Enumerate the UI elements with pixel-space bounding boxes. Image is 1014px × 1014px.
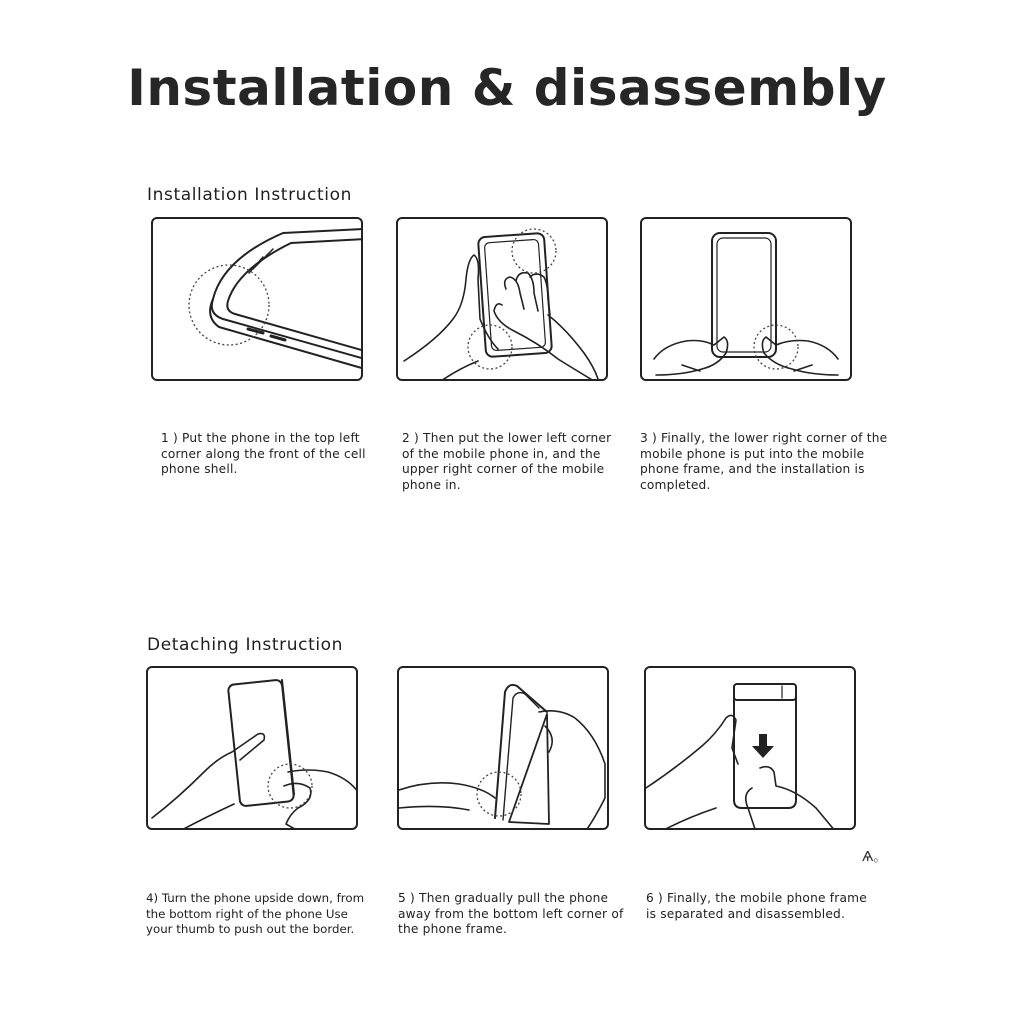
corner-mark: Ѧ。 xyxy=(862,850,887,865)
installation-step-1-caption: 1 ) Put the phone in the top left corner along the front of the cell phone shell. xyxy=(161,431,366,476)
detaching-heading: Detaching Instruction xyxy=(147,635,344,655)
page-title: Installation & disassembly xyxy=(127,59,887,117)
detaching-step-4-caption: 4) Turn the phone upside down, from the bottom right of the phone Use your thumb to push out the border. xyxy=(146,891,365,936)
installation-step-1-illustration xyxy=(151,217,363,381)
detaching-step-5-caption: 5 ) Then gradually pull the phone away from the bottom left corner of the phone frame. xyxy=(398,891,624,936)
installation-step-2-caption: 2 ) Then put the lower left corner of the mobile phone in, and the upper right corner of the mobile phone in. xyxy=(402,431,612,492)
detaching-step-4-illustration xyxy=(146,666,358,830)
pulling-phone-from-frame-icon xyxy=(399,668,609,830)
hands-inserting-phone-icon xyxy=(398,219,608,381)
installation-step-3-illustration xyxy=(640,217,852,381)
phone-corner-icon xyxy=(153,219,363,381)
detaching-step-6-caption: 6 ) Finally, the mobile phone frame is separated and disassembled. xyxy=(646,891,867,921)
detaching-step-6-illustration xyxy=(644,666,856,830)
hands-holding-phone-icon xyxy=(642,219,852,381)
thumb-pushing-frame-icon xyxy=(148,668,358,830)
separated-frame-arrow-icon xyxy=(646,668,856,830)
installation-step-3-caption: 3 ) Finally, the lower right corner of the mobile phone is put into the mobile phone frame, and the installation is completed. xyxy=(640,431,888,492)
detaching-step-5-illustration xyxy=(397,666,609,830)
installation-heading: Installation Instruction xyxy=(147,185,352,205)
installation-step-2-illustration xyxy=(396,217,608,381)
